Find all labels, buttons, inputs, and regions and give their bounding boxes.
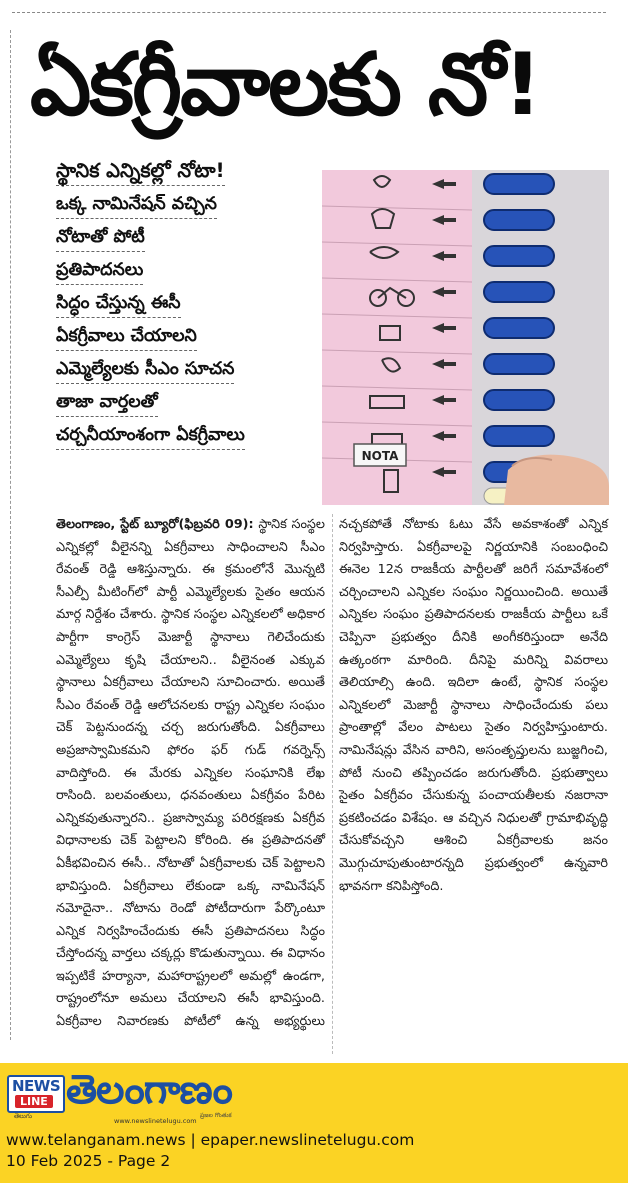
top-dashed-rule [12, 12, 606, 13]
logo-news-text: NEWS [12, 1077, 61, 1095]
deck-line: స్థానిక ఎన్నికల్లో నోటా! [56, 160, 314, 193]
dateline: తెలంగాణం, స్టేట్ బ్యూరో(ఫిబ్రవరి 09): [56, 517, 254, 532]
deck-line: తాజా వార్తలతో [56, 391, 314, 424]
left-dashed-rule [10, 30, 11, 1040]
masthead-title: తెలంగాణం [66, 1067, 232, 1113]
footer-date-page: 10 Feb 2025 - Page 2 [6, 1152, 171, 1170]
deck-line: ఏకగ్రీవాలు చేయాలని [56, 325, 314, 358]
deck-line: చర్చనీయాంశంగా ఏకగ్రీవాలు [56, 424, 314, 457]
footer-links[interactable]: www.telanganam.news | epaper.newslinetelugu.com [6, 1131, 415, 1149]
newsline-logo [7, 1075, 65, 1113]
article-body [56, 514, 608, 1054]
deck-line: సిద్ధం చేస్తున్న ఈసీ [56, 292, 314, 325]
logo-line-text: LINE [15, 1095, 53, 1108]
deck-line: ఒక్క నామినేషన్ వచ్చిన [56, 193, 314, 226]
nota-label: NOTA [361, 449, 399, 463]
article-paragraph: స్థానిక సంస్థల ఎన్నికల్లో వీలైనన్ని ఏకగ్రీవాలు సాధించాలని సీఎం రేవంత్ రెడ్డి ఆశిస్తున్నారు. ఈ క్రమంలోనే మొన్నటి సీఎల్పీ మీటింగ్‌లో పార్టీ ఎమ్మెల్యేలకు సైతం ఆయన మార్గ నిర్దేశం చేశారు. స్థానిక సంస్థల ఎన్నికలలో అధికార పార్టీగా కాంగ్రెస్ మెజార్టీ స్థానాలు గెలిచేందుకు ఎమ్మెల్యేలు కృషి చేయాలని.. వీలైనంత ఎక్కువ స్థానాలు ఏకగ్రీవాలు చేయాలని సూచించారు. అయితే సీఎం రేవంత్ రెడ్డి ఆలోచనలకు రాష్ట్ర ఎన్నికల సంఘం చెక్ పెట్టనుందన్న చర్చ జరుగుతోంది. ఏకగ్రీవాలు అప్రజాస్వామికమని ఫోరం ఫర్ గుడ్ గవర్నెన్స్ వాదిస్తోంది. ఈ మేరకు ఎన్నికల సంఘానికి లేఖ రాసింది. బలవంతులు, ధనవంతులు ఏకగ్రీవం పేరిట ఎన్నికవుతున్నారని.. ప్రజాస్వామ్య పరిరక్షణకు ఏకగ్రీవ విధానాలకు చెక్ పెట్టాలని కోరింది. ఈ ప్రతిపాదనతో ఏకీభవించిన ఈసీ.. నోటాతో ఏకగ్రీవాలకు చెక్ పెట్టాలని భావిస్తుంది. ఏకగ్రీవాలు లేకుండా ఒక్క నామినేషన్ నమోదైనా.. నోటాను రెండో పోటీదారుగా పేర్కొంటూ ఎన్నిక నిర్వహించేందుకు ఈసీ ప్రతిపాదనలు సిద్ధం చేస్తోందన్న వార్తలు చక్కర్లు కొడుతున్నాయి. ఈ విధానం ఇప్పటికే హర్యానా, మహారాష్ట్రలలో అమల్లో ఉండగా, రాష్ట్రంలోనూ అమలు చేయాలని ఈసీ భావిస్తుంది. ఏకగ్రీవాల నివారణకు పోటీలో ఉన్న అభ్యర్థులు నచ్చకపోతే నోటాకు ఓటు వేసే అవకాశంతో ఎన్నిక నిర్వహిస్తారు. ఏకగ్రీవాలపై నిర్ణయానికి సంబంధించి ఈనెల 12న రాజకీయ పార్టీలతో జరిగే సమావేశంలో చర్చించాలని ఎన్నికల సంఘం నిర్ణయించింది. అయితే ఎన్నికల సంఘం ప్రతిపాదనలకు రాజకీయ పార్టీలు ఒకే చెప్పినా ప్రభుత్వం దీనికి అంగీకరిస్తుందా అనేది ఉత్కంఠగా మారింది. దీనిపై మరిన్ని వివరాలు తెలియాల్సి ఉంది. ఇదిలా ఉంటే, స్థానిక సంస్థల ఎన్నికలలో మెజార్టీ స్థానాలు సాధించేందుకు పలు ప్రాంతాల్లో వేలం పాటలు సైతం నిర్వహిస్తుంటారు. నామినేషన్లు వేసిన వారిని, అసంతృప్తులను బుజ్జగించి, పోటీ నుంచి తప్పించడం జరుగుతోంది. ప్రభుత్వాలు సైతం ఏకగ్రీవం చేసుకున్న పంచాయతీలకు నజరానా ప్రకటించడం విశేషం. ఆ వచ్చిన నిధులతో గ్రామాభివృద్ధి చేసుకోవచ్చని ఆశించి ఏకగ్రీవాలకు జనం మొగ్గుచూపుతుంటారన్నది ప్రభుత్వంలో ఉన్నవారి భావనగా కనిపిస్తోంది. [56, 517, 608, 1030]
subheadline-decks [56, 160, 314, 457]
deck-line: నోటాతో పోటీ [56, 226, 314, 259]
evm-machine-photo [322, 170, 609, 505]
headline: ఏకగ్రీవాలకు నో! [30, 35, 541, 135]
deck-line: ఎమ్మెల్యేలకు సీఎం సూచన [56, 358, 314, 391]
deck-line: ప్రతిపాదనలు [56, 259, 314, 292]
masthead-url: www.newslinetelugu.com [114, 1117, 197, 1125]
logo-subtext: తెలుగు [14, 1112, 32, 1120]
masthead-tagline: ప్రజల గొంతుక [200, 1112, 232, 1119]
